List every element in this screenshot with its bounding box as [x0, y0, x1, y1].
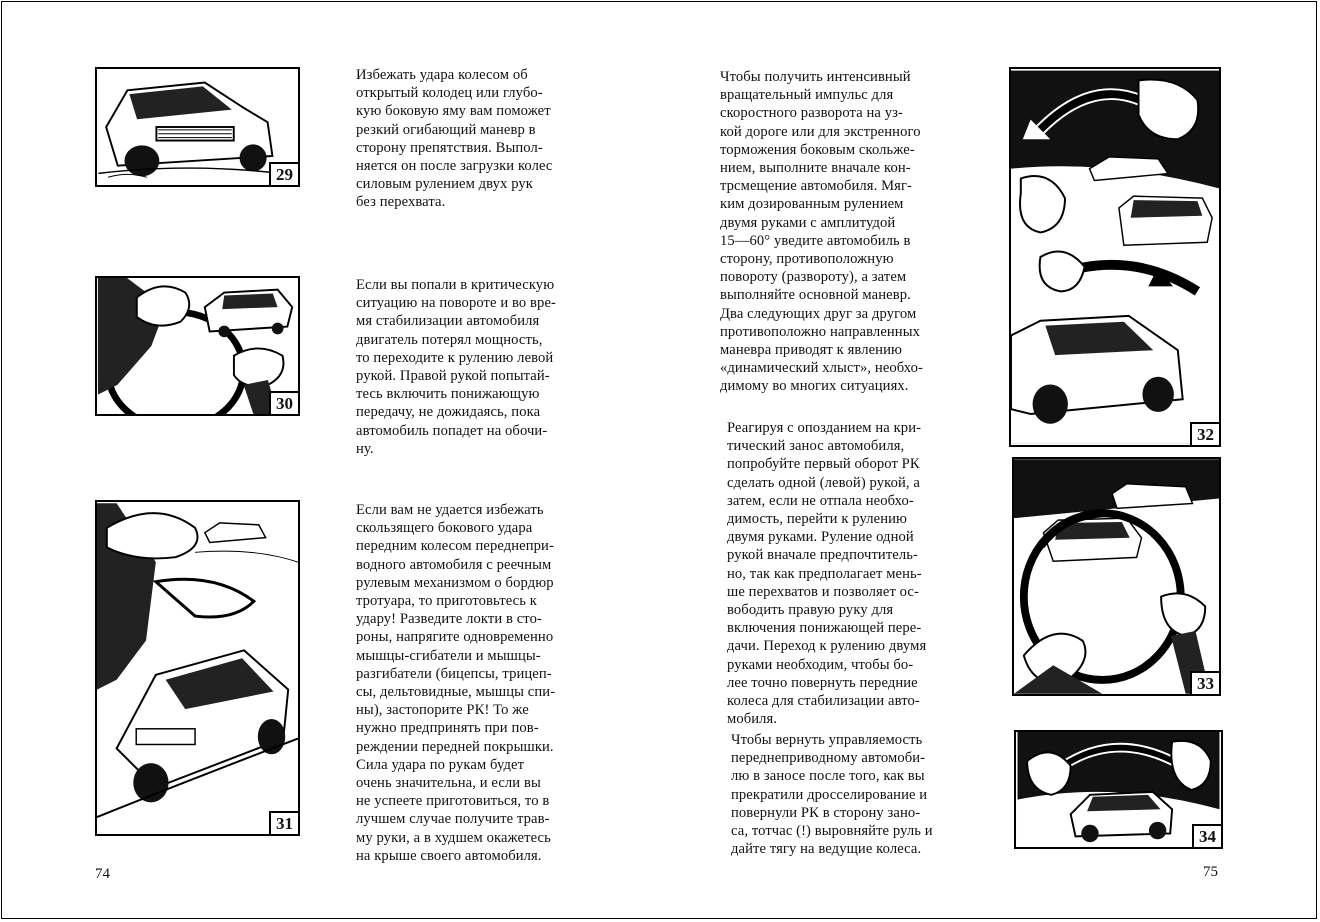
paragraph-6: Чтобы вернуть управляемость переднеприводному автомоби- лю в заносе после того, как вы прекратили дросселирование и повернули РК в сторону зано- са, тотчас (!) выровняйте руль и дайте тягу на ведущие колеса. [731, 732, 933, 858]
figure-number: 33 [1190, 671, 1219, 694]
paragraph-5: Реагируя с опозданием на кри- тический занос автомобиля, попробуйте первый оборот РК сделать одной (левой) рукой, а затем, если не отпала необхо- димость, перейти к рулению двумя руками. Руление одной рукой вначале предпочтитель- но, так как предполагает мень- ше перехватов и позволяет ос- вободить правую руку для включения понижающей пере- дачи. Переход к рулению двумя руками необходим, чтобы бо- лее точно повернуть передние колеса для стабилизации авто- мобиля. [727, 420, 927, 728]
counter-steer-illustration [1011, 69, 1219, 445]
paragraph-4: Чтобы получить интенсивный вращательный импульс для скоростного разворота на уз- кой дороге или для экстренного торможения боковым скольже- нием, выполните вначале кон- трсмещение автомобиля. Мяг- ким дозированным рулением двумя руками с амплитудой 15—60° уведите автомобиль в сторону, противоположную повороту (развороту), а затем выполняйте основной маневр. Два следующих друг за другом противоположно направленных маневра приводят к явлению «динамический хлыст», необхо- димому во многих ситуациях. [720, 69, 923, 395]
figure-30 [95, 276, 300, 416]
figure-number: 32 [1190, 422, 1219, 445]
figure-33 [1012, 457, 1221, 696]
one-hand-steering-illustration [1014, 459, 1219, 694]
paragraph-1: Избежать удара колесом об открытый колодец или глубо- кую боковую яму вам поможет резкий огибающий маневр в сторону препятствия. Выпол- няется он после загрузки колес силовым рулением двух рук без перехвата. [356, 67, 553, 211]
paragraph-2: Если вы попали в критическую ситуацию на повороте и во вре- мя стабилизации автомобиля двигатель потерял мощность, то переходите к рулению левой рукой. Правой рукой попытай- тесь включить понижающую передачу, не дожидаясь, пока автомобиль попадет на обочи- ну. [356, 277, 556, 457]
paragraph-3: Если вам не удается избежать скользящего бокового удара передним колесом переднепри- водного автомобиля с реечным рулевым механизмом о бордюр тротуара, то приготовьтесь к удару! Разведите локти в сто- роны, напрягите одновременно мышцы-сгибатели и мышцы- разгибатели (бицепсы, трицеп- сы, дельтовидные, мышцы спи- ны), застопорите РК! То же нужно предпринять при пов- реждении передней покрышки. Сила удара по рукам будет очень значительна, и если вы не успеете приготовиться, то в лучшем случае получите трав- му руки, а в худшем окажетесь на крыше своего автомобиля. [356, 502, 556, 864]
steering-wheel-illustration [97, 278, 298, 414]
figure-31 [95, 500, 300, 836]
figure-number: 34 [1192, 824, 1221, 847]
page-number-right: 75 [1203, 864, 1218, 880]
figure-34 [1014, 730, 1223, 849]
figure-number: 29 [269, 162, 298, 185]
car-curb-illustration [97, 502, 298, 834]
page-number-left: 74 [95, 866, 110, 882]
skid-recovery-illustration [1016, 732, 1221, 847]
figure-32 [1009, 67, 1221, 447]
figure-number: 31 [269, 811, 298, 834]
figure-number: 30 [269, 391, 298, 414]
car-front-illustration [97, 69, 298, 185]
figure-29 [95, 67, 300, 187]
